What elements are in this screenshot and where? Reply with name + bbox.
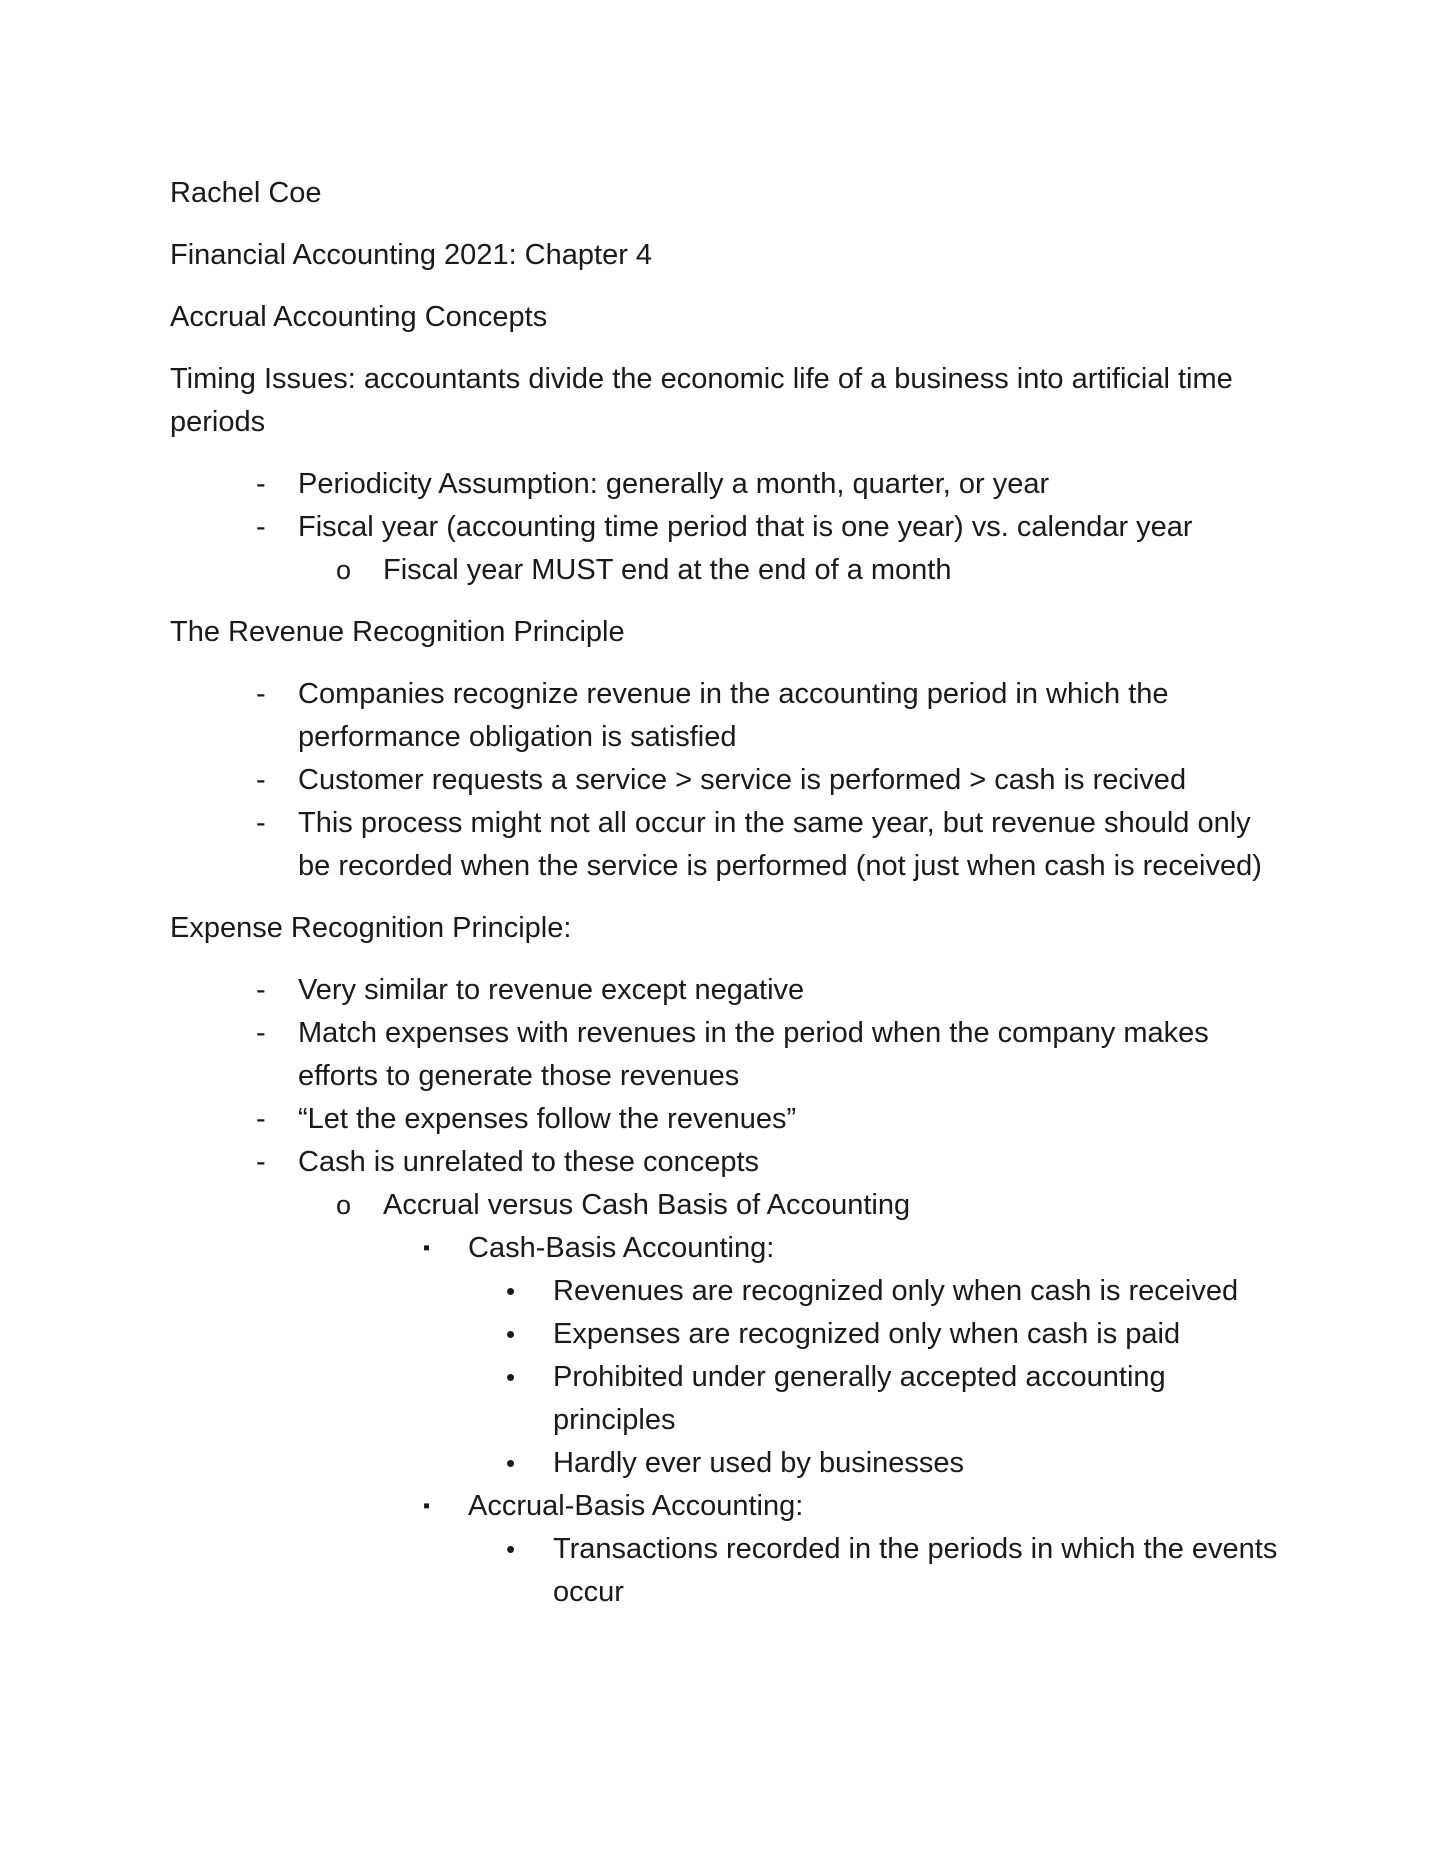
square-marker: ▪ <box>423 1237 431 1259</box>
topic-title: Accrual Accounting Concepts <box>170 301 548 333</box>
course-title: Financial Accounting 2021: Chapter 4 <box>170 239 653 271</box>
list-item <box>468 1356 1280 1442</box>
list-item <box>298 549 1280 592</box>
square-marker: ▪ <box>423 1495 431 1517</box>
list-item <box>383 1227 1280 1485</box>
list-item-text: Fiscal year MUST end at the end of a month <box>383 554 952 586</box>
timing-list <box>170 463 1280 592</box>
bullet-marker: • <box>506 1448 516 1478</box>
list-item <box>170 1098 1280 1141</box>
list-item-text: This process might not all occur in the same year, but revenue should only be recorded when the service is performed (not just when cash is received) <box>298 807 1262 882</box>
list-item-text: Hardly ever used by businesses <box>553 1447 965 1479</box>
bullet-marker: • <box>506 1319 516 1349</box>
list-item <box>170 1141 1280 1614</box>
circle-marker: o <box>336 1190 352 1220</box>
dash-marker: - <box>256 1146 266 1178</box>
revenue-heading: The Revenue Recognition Principle <box>170 616 625 648</box>
expense-heading: Expense Recognition Principle: <box>170 912 572 944</box>
list-item <box>170 1012 1280 1098</box>
dash-marker: - <box>256 468 266 500</box>
dash-marker: - <box>256 1103 266 1135</box>
expense-list <box>170 969 1280 1614</box>
list-item-text: Periodicity Assumption: generally a month, quarter, or year <box>298 468 1050 500</box>
list-item <box>170 463 1280 506</box>
list-item-text: Revenues are recognized only when cash is received <box>553 1275 1239 1307</box>
list-item <box>468 1313 1280 1356</box>
basis-types-list <box>383 1227 1280 1614</box>
list-item-text: Transactions recorded in the periods in which the events occur <box>553 1533 1278 1608</box>
list-item <box>170 673 1280 759</box>
dash-marker: - <box>256 511 266 543</box>
document-body <box>170 172 1280 1633</box>
list-item <box>170 969 1280 1012</box>
list-item-text: Prohibited under generally accepted accounting principles <box>553 1361 1166 1436</box>
list-item-text: “Let the expenses follow the revenues” <box>298 1103 797 1135</box>
dash-marker: - <box>256 678 266 710</box>
dash-marker: - <box>256 974 266 1006</box>
list-item <box>170 802 1280 888</box>
circle-marker: o <box>336 555 352 585</box>
list-item <box>468 1442 1280 1485</box>
dash-marker: - <box>256 764 266 796</box>
fiscal-year-sublist <box>298 549 1280 592</box>
cash-basis-list <box>468 1270 1280 1485</box>
list-item-text: Accrual versus Cash Basis of Accounting <box>383 1189 911 1221</box>
list-item-text: Fiscal year (accounting time period that is one year) vs. calendar year <box>298 511 1193 543</box>
timing-issues-intro: Timing Issues: accountants divide the economic life of a business into artificial time periods <box>170 363 1233 438</box>
list-item-text: Cash is unrelated to these concepts <box>298 1146 760 1178</box>
list-item-text: Customer requests a service > service is performed > cash is recived <box>298 764 1187 796</box>
list-item-text: Very similar to revenue except negative <box>298 974 805 1006</box>
list-item-text: Accrual-Basis Accounting: <box>468 1490 804 1522</box>
bullet-marker: • <box>506 1276 516 1306</box>
list-item-text: Expenses are recognized only when cash is paid <box>553 1318 1181 1350</box>
list-item <box>468 1270 1280 1313</box>
list-item <box>383 1485 1280 1614</box>
dash-marker: - <box>256 807 266 839</box>
bullet-marker: • <box>506 1362 516 1392</box>
author-name: Rachel Coe <box>170 177 322 209</box>
accrual-basis-list <box>468 1528 1280 1614</box>
list-item-text: Cash-Basis Accounting: <box>468 1232 775 1264</box>
list-item <box>170 759 1280 802</box>
revenue-list <box>170 673 1280 888</box>
list-item <box>468 1528 1280 1614</box>
basis-sublist <box>298 1184 1280 1614</box>
bullet-marker: • <box>506 1534 516 1564</box>
list-item-text: Companies recognize revenue in the accounting period in which the performance obligation is satisfied <box>298 678 1169 753</box>
list-item <box>170 506 1280 592</box>
list-item <box>298 1184 1280 1614</box>
dash-marker: - <box>256 1017 266 1049</box>
list-item-text: Match expenses with revenues in the period when the company makes efforts to generate those revenues <box>298 1017 1209 1092</box>
